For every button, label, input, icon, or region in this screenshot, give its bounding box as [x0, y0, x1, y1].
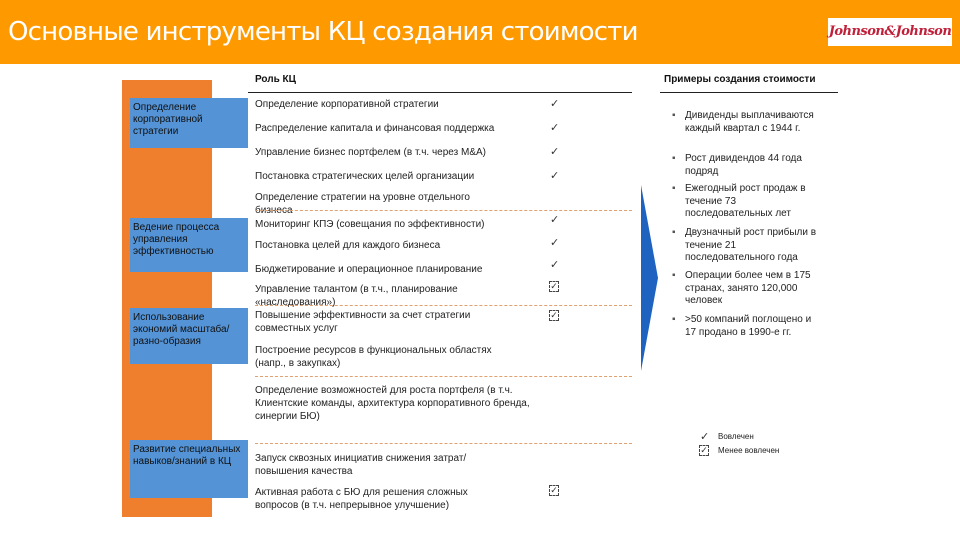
role-row: Определение корпоративной стратегии [255, 99, 439, 110]
role-row: Активная работа с БЮ для решения сложных вопросов (в т.ч. непрерывное улучшение) [255, 487, 468, 511]
role-row: Запуск сквозных инициатив снижения затрат/повышения качества [255, 453, 467, 477]
role-row: Построение ресурсов в функциональных областях (напр., в закупках) [255, 345, 492, 369]
divider [660, 92, 838, 93]
role-row: Повышение эффективности за счет стратегии совместных услуг [255, 310, 471, 334]
dashed-divider [255, 305, 632, 306]
role-row: Определение стратегии на уровне отдельного бизнеса [255, 192, 470, 216]
legend-check-icon: ✓ [700, 431, 710, 443]
divider [248, 92, 632, 93]
boxed-check-icon: ✓ [550, 310, 558, 320]
category-box: Определение корпоративной стратегии [130, 98, 248, 148]
arrow-icon [641, 185, 658, 371]
page-title: Основные инструменты КЦ создания стоимости [8, 17, 638, 47]
role-row: Определение возможностей для роста портфеля (в т.ч. Клиентские команды, архитектура корпоративного бренда, синергии БЮ) [255, 385, 530, 422]
legend-involved: Вовлечен [718, 432, 754, 441]
check-icon: ✓ [550, 237, 560, 249]
dashed-divider [255, 376, 632, 377]
boxed-check-icon: ✓ [550, 281, 558, 291]
category-box: Развитие специальных навыков/знаний в КЦ [130, 440, 248, 498]
company-logo: Johnson&Johnson [828, 18, 952, 46]
boxed-check-icon: ✓ [550, 485, 558, 495]
check-icon: ✓ [550, 170, 560, 182]
check-icon: ✓ [550, 259, 560, 271]
example-item: ▪ Дивиденды выплачиваются каждый квартал с 1944 г. [672, 110, 814, 134]
category-box: Ведение процесса управления эффективностью [130, 218, 248, 272]
role-row: Распределение капитала и финансовая поддержка [255, 123, 495, 134]
example-item: ▪ Двузначный рост прибыли в течение 21 последовательного года [672, 227, 817, 263]
example-item: ▪ Операции более чем в 175 странах, занято 120,000 человек [672, 270, 811, 306]
category-box: Использование экономий масштаба/разно-образия [130, 308, 248, 364]
example-item: ▪ >50 компаний поглощено и 17 продано в 1990-е гг. [672, 314, 812, 338]
example-item: ▪ Рост дивидендов 44 года подряд [672, 153, 802, 177]
left-header: Роль КЦ [255, 74, 296, 85]
example-item: ▪ Ежегодный рост продаж в течение 73 последовательных лет [672, 183, 806, 219]
dashed-divider [255, 210, 632, 211]
check-icon: ✓ [550, 98, 560, 110]
role-row: Мониторинг КПЭ (совещания по эффективности) [255, 219, 485, 230]
role-row: Управление бизнес портфелем (в т.ч. через M&A) [255, 147, 487, 158]
role-row: Управление талантом (в т.ч., планирование «наследования») [255, 284, 458, 308]
check-icon: ✓ [550, 146, 560, 158]
role-row: Бюджетирование и операционное планирование [255, 264, 483, 275]
legend-less-involved: Менее вовлечен [718, 446, 780, 455]
legend-boxed-check-icon: ✓ [700, 445, 708, 455]
dashed-divider [255, 443, 632, 444]
role-row: Постановка стратегических целей организации [255, 171, 475, 182]
role-row: Постановка целей для каждого бизнеса [255, 240, 441, 251]
check-icon: ✓ [550, 122, 560, 134]
check-icon: ✓ [550, 214, 560, 226]
right-header: Примеры создания стоимости [664, 74, 816, 85]
